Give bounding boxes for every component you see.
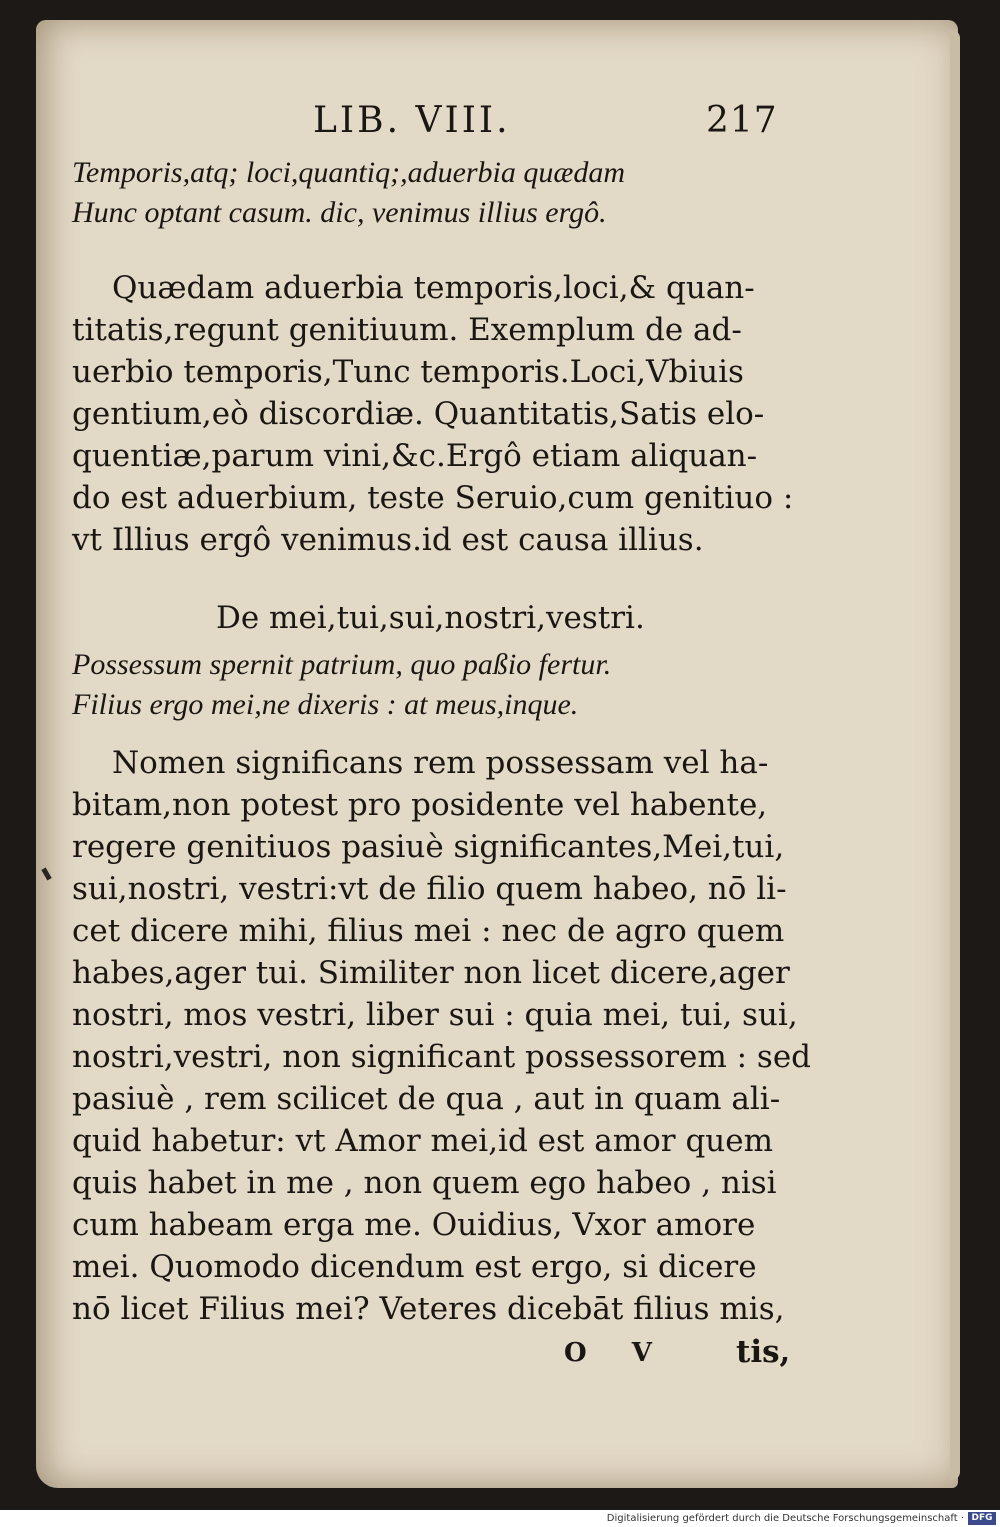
para2-line-10: quid habetur: vt Amor mei,id est amor quem bbox=[72, 1123, 773, 1159]
page-number: 217 bbox=[706, 100, 778, 141]
running-title: LIB. VIII. bbox=[313, 100, 511, 141]
catchword: tis, bbox=[736, 1334, 791, 1370]
para1-line-2: titatis,regunt genitiuum. Exemplum de ad- bbox=[72, 312, 742, 348]
verse1-line-2: Hunc optant casum. dic, venimus illius ergô. bbox=[72, 196, 607, 229]
footer-bar bbox=[0, 1510, 1000, 1527]
para2-line-11: quis habet in me , non quem ego habeo , nisi bbox=[72, 1165, 777, 1201]
section-title: De mei,tui,sui,nostri,vestri. bbox=[216, 600, 645, 636]
para1-line-7: vt Illius ergô venimus.id est causa illius. bbox=[72, 522, 704, 558]
book-page bbox=[36, 20, 958, 1488]
para1-line-5: quentiæ,parum vini,&c.Ergô etiam aliquan- bbox=[72, 438, 758, 474]
verse2-line-2: Filius ergo mei,ne dixeris : at meus,inque. bbox=[72, 688, 579, 721]
page-edge bbox=[950, 30, 960, 1480]
para1-line-4: gentium,eò discordiæ. Quantitatis,Satis elo- bbox=[72, 396, 765, 432]
para2-line-2: bitam,non potest pro posidente vel habente, bbox=[72, 787, 768, 823]
para2-line-13: mei. Quomodo dicendum est ergo, si dicere bbox=[72, 1249, 757, 1285]
para1-line-1: Quædam aduerbia temporis,loci,& quan- bbox=[112, 270, 755, 306]
para2-line-7: nostri, mos vestri, liber sui : quia mei, tui, sui, bbox=[72, 997, 798, 1033]
signature-mark: O V bbox=[564, 1338, 670, 1368]
para2-line-3: regere genitiuos pasiuè significantes,Mei,tui, bbox=[72, 829, 785, 865]
para2-line-14: nō licet Filius mei? Veteres dicebāt filius mis, bbox=[72, 1291, 785, 1327]
para2-line-8: nostri,vestri, non significant possessorem : sed bbox=[72, 1039, 812, 1075]
dfg-logo-icon: DFG bbox=[968, 1512, 996, 1525]
verse2-line-1: Possessum spernit patrium, quo paßio fertur. bbox=[72, 648, 612, 681]
para1-line-3: uerbio temporis,Tunc temporis.Loci,Vbiuis bbox=[72, 354, 744, 390]
para2-line-9: pasiuè , rem scilicet de qua , aut in quam ali- bbox=[72, 1081, 781, 1117]
para1-line-6: do est aduerbium, teste Seruio,cum genitiuo : bbox=[72, 480, 794, 516]
para2-line-5: cet dicere mihi, filius mei : nec de agro quem bbox=[72, 913, 785, 949]
verse1-line-1: Temporis,atq; loci,quantiq;,aduerbia quædam bbox=[72, 156, 626, 189]
para2-line-1: Nomen significans rem possessam vel ha- bbox=[112, 745, 769, 781]
footer-credit: Digitalisierung gefördert durch die Deutsche Forschungsgemeinschaft · bbox=[606, 1513, 964, 1524]
para2-line-4: sui,nostri, vestri:vt de filio quem habeo, nō li- bbox=[72, 871, 787, 907]
para2-line-6: habes,ager tui. Similiter non licet dicere,ager bbox=[72, 955, 790, 991]
para2-line-12: cum habeam erga me. Ouidius, Vxor amore bbox=[72, 1207, 756, 1243]
